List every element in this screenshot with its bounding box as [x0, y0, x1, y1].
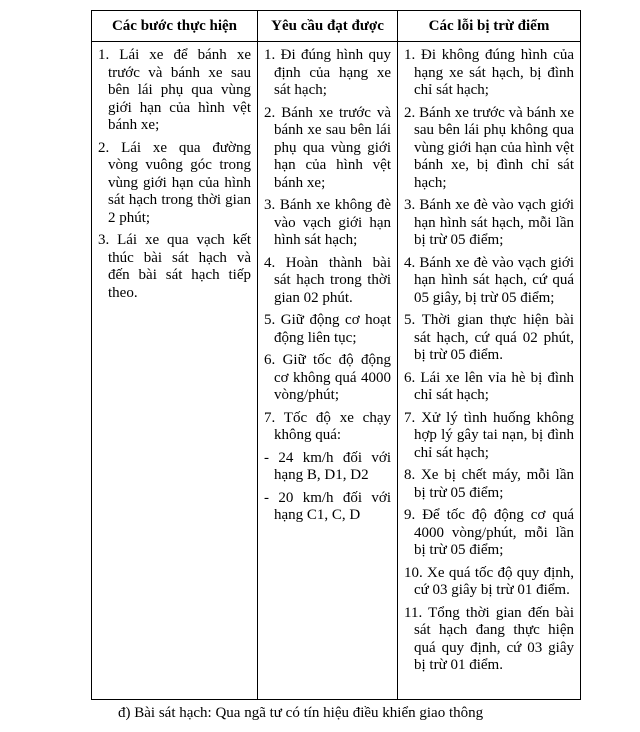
table-cell-paragraph: - 24 km/h đối với hạng B, D1, D2	[264, 449, 391, 483]
table-cell-paragraph: 1. Đi đúng hình quy định của hạng xe sát hạch;	[264, 47, 391, 98]
table-cell-paragraph: 7. Tốc độ xe chạy không quá:	[264, 409, 391, 443]
header-penalties: Các lỗi bị trừ điểm	[398, 11, 581, 42]
table-cell-paragraph: 5. Giữ động cơ hoạt động liên tục;	[264, 312, 391, 346]
table-cell-paragraph: 3. Bánh xe đè vào vạch giới hạn hình sát hạch, mỗi lần bị trừ 05 điểm;	[404, 197, 574, 248]
table-cell-paragraph: 3. Bánh xe không đè vào vạch giới hạn hình sát hạch;	[264, 197, 391, 248]
table-cell-paragraph: 8. Xe bị chết máy, mỗi lần bị trừ 05 điểm;	[404, 467, 574, 501]
header-steps: Các bước thực hiện	[92, 11, 258, 42]
table-cell-paragraph: 1. Lái xe để bánh xe trước và bánh xe sau bên lái phụ qua vùng giới hạn của hình vệt bánh xe;	[98, 47, 251, 133]
table-cell-paragraph: 10. Xe quá tốc độ quy định, cứ 03 giây bị trừ 01 điểm.	[404, 564, 574, 598]
table-caption: đ) Bài sát hạch: Qua ngã tư có tín hiệu điều khiển giao thông	[118, 705, 484, 721]
table-cell-paragraph: - 20 km/h đối với hạng C1, C, D	[264, 489, 391, 523]
cell-penalties	[398, 42, 581, 700]
table-cell-paragraph: 3. Lái xe qua vạch kết thúc bài sát hạch và đến bài sát hạch tiếp theo.	[98, 232, 251, 301]
table-cell-paragraph: 6. Lái xe lên vỉa hè bị đình chỉ sát hạch;	[404, 369, 574, 403]
table-cell-paragraph: 4. Bánh xe đè vào vạch giới hạn hình sát hạch, cứ quá 05 giây, bị trừ 05 điểm;	[404, 254, 574, 306]
exam-requirements-table	[91, 10, 581, 700]
table-cell-paragraph: 6. Giữ tốc độ động cơ không quá 4000 vòng/phút;	[264, 352, 391, 403]
header-requirements: Yêu cầu đạt được	[258, 11, 398, 42]
cell-steps	[92, 42, 258, 700]
table-cell-paragraph: 4. Hoàn thành bài sát hạch trong thời gian 02 phút.	[264, 254, 391, 306]
table-cell-paragraph: 1. Đi không đúng hình của hạng xe sát hạch, bị đình chỉ sát hạch;	[404, 47, 574, 98]
table-header-row	[92, 11, 581, 42]
table-cell-paragraph: 5. Thời gian thực hiện bài sát hạch, cứ quá 02 phút, bị trừ 05 điểm.	[404, 312, 574, 363]
cell-requirements	[258, 42, 398, 700]
table-cell-paragraph: 7. Xử lý tình huống không hợp lý gây tai nạn, bị đình chỉ sát hạch;	[404, 409, 574, 461]
table-cell-paragraph: 9. Để tốc độ động cơ quá 4000 vòng/phút, mỗi lần bị trừ 05 điểm;	[404, 507, 574, 558]
table-cell-paragraph: 2. Bánh xe trước và bánh xe sau bên lái phụ qua vùng giới hạn của hình vệt bánh xe;	[264, 104, 391, 191]
table-cell-paragraph: 11. Tổng thời gian đến bài sát hạch đang thực hiện quá quy định, cứ 03 giây bị trừ 01 điểm.	[404, 604, 574, 673]
table-cell-paragraph: 2. Bánh xe trước và bánh xe sau bên lái phụ không qua vùng giới hạn của hình vệt bánh xe, bị đình chỉ sát hạch;	[404, 104, 574, 191]
table-cell-paragraph: 2. Lái xe qua đường vòng vuông góc trong vùng giới hạn của hình sát hạch trong thời gian 2 phút;	[98, 139, 251, 226]
table-body-row	[92, 42, 581, 700]
